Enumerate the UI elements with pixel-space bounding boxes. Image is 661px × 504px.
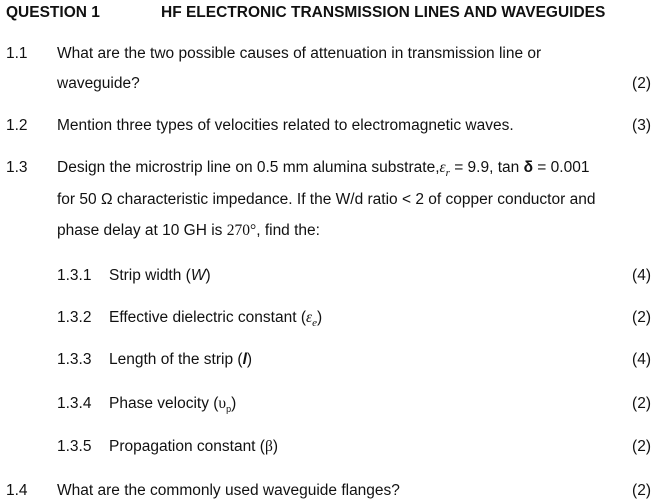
subquestion-number: 1.3.5 bbox=[57, 438, 92, 455]
beta-symbol: β bbox=[264, 438, 273, 455]
section-title: HF ELECTRONIC TRANSMISSION LINES AND WAVEGUIDES bbox=[161, 4, 606, 21]
question-text-part: = 9.9, tan bbox=[449, 159, 524, 176]
marks: (4) bbox=[632, 351, 651, 368]
epsilon-subscript: r bbox=[445, 167, 450, 180]
subquestion-label: Phase velocity ( bbox=[109, 395, 219, 412]
upsilon-subscript: p bbox=[226, 404, 232, 415]
upsilon-symbol: υ bbox=[218, 395, 227, 412]
question-number: 1.2 bbox=[6, 117, 28, 134]
marks: (2) bbox=[632, 482, 651, 499]
subquestion-label: Propagation constant ( bbox=[109, 438, 265, 455]
marks: (3) bbox=[632, 117, 651, 134]
question-text-continued bbox=[57, 221, 320, 241]
question-text-continued: for 50 Ω characteristic impedance. If the W/d ratio < 2 of copper conductor and bbox=[57, 191, 596, 208]
subquestion-text bbox=[109, 350, 252, 370]
marks: (2) bbox=[632, 309, 651, 326]
question-text: What are the two possible causes of attenuation in transmission line or bbox=[57, 45, 542, 62]
epsilon-subscript: e bbox=[312, 317, 317, 330]
question-text-part: , find the: bbox=[256, 222, 320, 239]
question-text: Mention three types of velocities related to electromagnetic waves. bbox=[57, 117, 514, 134]
marks: (2) bbox=[632, 75, 651, 92]
question-number: 1.1 bbox=[6, 45, 28, 62]
subquestion-label: Strip width ( bbox=[109, 267, 191, 284]
subquestion-text bbox=[109, 394, 236, 419]
subquestion-number: 1.3.4 bbox=[57, 395, 92, 412]
phase-angle: 270° bbox=[226, 222, 257, 239]
question-number: 1.3 bbox=[6, 159, 28, 176]
subquestion-text bbox=[109, 437, 278, 457]
subquestion-label: Effective dielectric constant ( bbox=[109, 309, 306, 326]
width-symbol: W bbox=[190, 267, 206, 284]
subquestion-number: 1.3.3 bbox=[57, 351, 92, 368]
question-label: QUESTION 1 bbox=[6, 4, 100, 21]
subquestion-text bbox=[109, 266, 211, 286]
epsilon-symbol: ε bbox=[439, 159, 446, 176]
delta-symbol: δ bbox=[523, 159, 533, 176]
marks: (4) bbox=[632, 267, 651, 284]
close-paren: ) bbox=[246, 351, 253, 368]
question-text-part: phase delay at 10 GH is bbox=[57, 222, 227, 239]
close-paren: ) bbox=[231, 395, 237, 412]
subquestion-text bbox=[109, 308, 322, 333]
question-number: 1.4 bbox=[6, 482, 28, 499]
question-text-part: = 0.001 bbox=[532, 159, 590, 176]
question-text bbox=[57, 158, 589, 183]
question-text-continued: waveguide? bbox=[57, 75, 140, 92]
length-symbol: l bbox=[242, 351, 247, 368]
subquestion-number: 1.3.2 bbox=[57, 309, 92, 326]
question-text: What are the commonly used waveguide flanges? bbox=[57, 482, 400, 499]
close-paren: ) bbox=[205, 267, 211, 284]
subquestion-label: Length of the strip ( bbox=[109, 351, 243, 368]
marks: (2) bbox=[632, 438, 651, 455]
close-paren: ) bbox=[317, 309, 323, 326]
epsilon-symbol: ε bbox=[306, 309, 313, 326]
marks: (2) bbox=[632, 395, 651, 412]
question-text-part: Design the microstrip line on 0.5 mm alumina substrate, bbox=[57, 159, 440, 176]
subquestion-number: 1.3.1 bbox=[57, 267, 92, 284]
close-paren: ) bbox=[272, 438, 279, 455]
